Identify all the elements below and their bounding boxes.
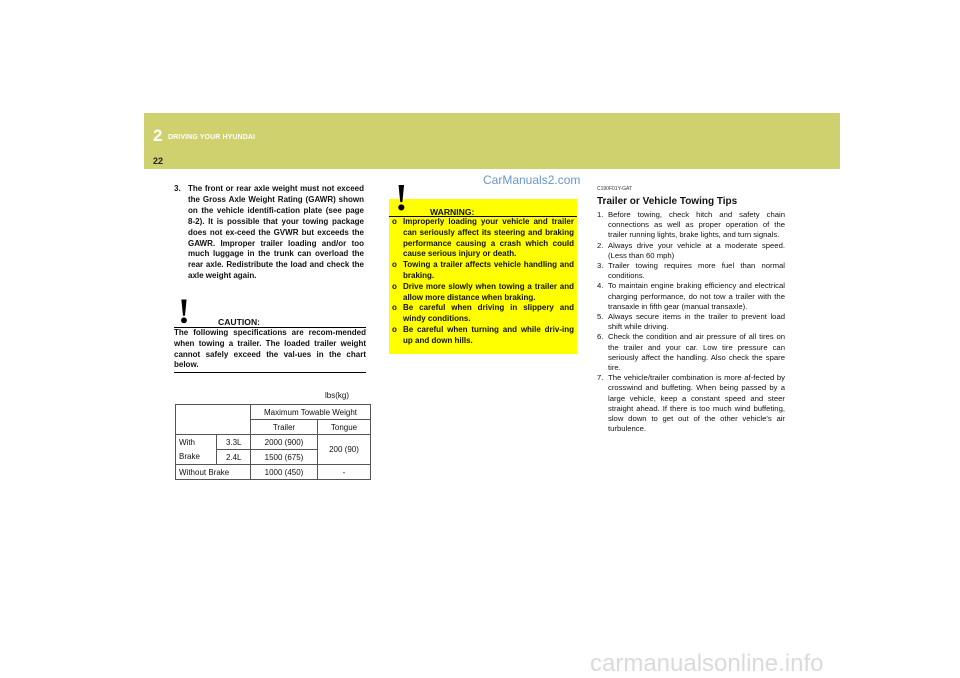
item-text: Check the condition and air pressure of all tires on the trailer and your car. Low tire pressure can seriously affect the handling. Also check the spare tire. bbox=[608, 332, 785, 373]
table-row bbox=[176, 405, 371, 420]
left-column bbox=[174, 184, 364, 282]
warning-item-text: Be careful when turning and while driv-ing up and down hills. bbox=[403, 324, 574, 345]
units-label: lbs(kg) bbox=[325, 391, 350, 400]
warning-icon: ! bbox=[395, 177, 408, 219]
table-cell-trailer: 1000 (450) bbox=[251, 465, 318, 480]
item-number: 4. bbox=[597, 281, 604, 291]
table-row bbox=[176, 435, 371, 450]
bullet: o bbox=[392, 260, 397, 270]
item-text: Before towing, check hitch and safety chain connections as well as proper operation of the trailer running lights, brake lights, and turn signals. bbox=[608, 210, 785, 240]
item-text: Always secure items in the trailer to prevent load shift while driving. bbox=[608, 312, 785, 332]
chapter-number: 2 bbox=[153, 126, 163, 145]
table-cell-tongue: 200 (90) bbox=[318, 435, 371, 465]
table-cell-with: With bbox=[176, 435, 217, 450]
item-number: 1. bbox=[597, 210, 604, 219]
table-header-tongue: Tongue bbox=[318, 420, 371, 435]
bullet: o bbox=[392, 217, 397, 226]
table-header-main: Maximum Towable Weight bbox=[251, 405, 371, 420]
table-cell-tongue: - bbox=[318, 465, 371, 480]
warning-item-text: Improperly loading your vehicle and trailer can seriously affect its steering and braking performance causing a crash which could cause serious injury or death. bbox=[403, 217, 574, 259]
item-number: 7. bbox=[597, 373, 604, 383]
table-cell-trailer: 1500 (675) bbox=[251, 450, 318, 465]
item-text: To maintain engine braking efficiency and electrical charging performance, do not tow a trailer with the transaxle in fifth gear (manual transaxle). bbox=[608, 281, 785, 311]
list-item bbox=[392, 260, 574, 282]
table-cell-engine: 2.4L bbox=[217, 450, 251, 465]
table-corner bbox=[176, 405, 251, 435]
item-number: 5. bbox=[597, 312, 604, 322]
list-item bbox=[392, 325, 574, 347]
table-row bbox=[176, 465, 371, 480]
warning-item-text: Be careful when driving in slippery and windy conditions. bbox=[403, 303, 574, 324]
list-item bbox=[174, 184, 364, 282]
table-cell-engine: 3.3L bbox=[217, 435, 251, 450]
list-item bbox=[597, 312, 785, 332]
table-cell-brake: Brake bbox=[176, 450, 217, 465]
bullet: o bbox=[392, 303, 397, 313]
caution-icon: ! bbox=[178, 291, 190, 331]
caution-bottom-divider bbox=[174, 372, 366, 373]
warning-title: WARNING: bbox=[430, 207, 475, 217]
right-column bbox=[597, 186, 785, 434]
bullet: o bbox=[392, 281, 397, 291]
list-item bbox=[597, 261, 785, 281]
list-item bbox=[597, 281, 785, 312]
bullet: o bbox=[392, 324, 397, 334]
item-number: 3. bbox=[597, 261, 604, 271]
warning-item-text: Drive more slowly when towing a trailer and allow more distance when braking. bbox=[403, 281, 574, 302]
item-number: 2. bbox=[597, 240, 604, 250]
list-item bbox=[392, 303, 574, 325]
list-item bbox=[392, 282, 574, 304]
item-number: 3. bbox=[174, 184, 181, 193]
list-item bbox=[597, 332, 785, 373]
section-code: C190F01Y-GAT bbox=[597, 186, 633, 192]
list-item bbox=[597, 241, 785, 261]
chapter-title: DRIVING YOUR HYUNDAI bbox=[168, 134, 256, 141]
caution-text: The following specifications are recom-mended when towing a trailer. The loaded trailer weight cannot safely exceed the val-ues in the chart below. bbox=[174, 328, 366, 370]
item-text: The front or rear axle weight must not exceed the Gross Axle Weight Rating (GAWR) shown on the vehicle identifi-cation plate (see page 8-2). It is possible that your towing package does not ex-ceed the GVWR but exceeds the GAWR. Improper trailer loading and/or too much luggage in the trunk can overload the rear axle. Redistribute the load and check the axle weight again. bbox=[188, 184, 364, 281]
table-cell-without-brake: Without Brake bbox=[176, 465, 251, 480]
item-text: Always drive your vehicle at a moderate speed. (Less than 60 mph) bbox=[608, 240, 785, 260]
towing-spec-table bbox=[175, 404, 371, 480]
warning-list bbox=[392, 217, 574, 347]
caution-title: CAUTION: bbox=[218, 317, 261, 327]
list-item bbox=[597, 210, 785, 241]
list-item bbox=[392, 217, 574, 260]
item-number: 6. bbox=[597, 332, 604, 342]
list-item bbox=[597, 373, 785, 434]
table-header-trailer: Trailer bbox=[251, 420, 318, 435]
header-band bbox=[144, 113, 840, 169]
section-title: Trailer or Vehicle Towing Tips bbox=[597, 196, 738, 207]
table-cell-trailer: 2000 (900) bbox=[251, 435, 318, 450]
page-number: 22 bbox=[153, 156, 164, 166]
watermark-bottom: carmanualsonline.info bbox=[590, 650, 824, 677]
item-text: Trailer towing requires more fuel than normal conditions. bbox=[608, 261, 785, 281]
watermark-top: CarManuals2.com bbox=[483, 173, 581, 187]
warning-item-text: Towing a trailer affects vehicle handling and braking. bbox=[403, 260, 574, 280]
item-text: The vehicle/trailer combination is more af-fected by crosswind and buffeting. When being passed by a large vehicle, keep a constant speed and steer straight ahead. If there is too much wind buffeting, slow down to get out of the other vehicle's air turbulence. bbox=[608, 373, 785, 434]
